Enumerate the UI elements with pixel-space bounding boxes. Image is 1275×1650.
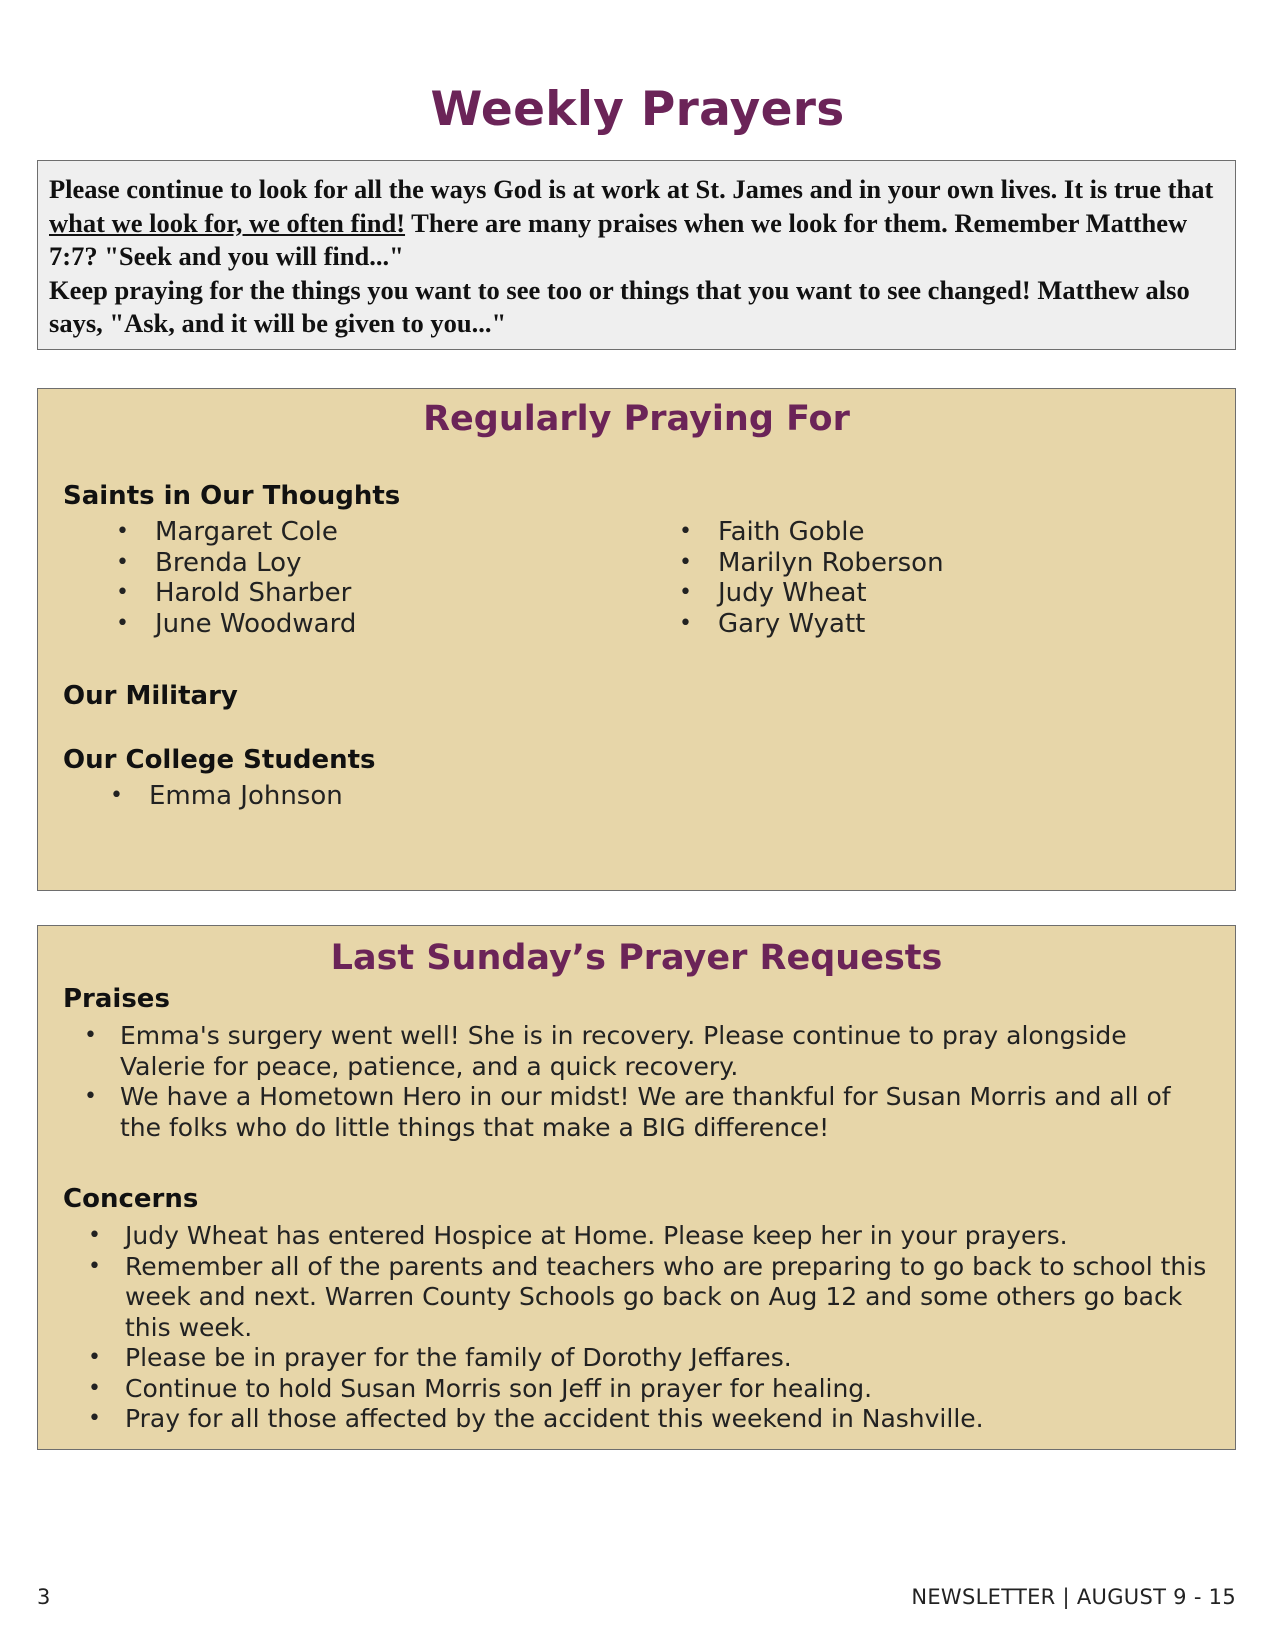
regularly-praying-title: Regularly Praying For: [423, 399, 850, 439]
page-number: 3: [37, 1585, 51, 1609]
praises-heading: Praises: [63, 984, 170, 1014]
list-item: • June Woodward: [116, 609, 356, 640]
intro-paragraph: [49, 173, 1224, 341]
saints-list-left: [116, 517, 356, 639]
prayer-requests-panel: [37, 925, 1236, 1450]
newsletter-footer: NEWSLETTER | AUGUST 9 - 15: [911, 1585, 1236, 1609]
list-item: • Remember all of the parents and teachers who are preparing to go back to school this week and next. Warren County Schools go back on Aug 12 and some others go back this week.: [88, 1252, 1218, 1344]
saints-heading: Saints in Our Thoughts: [63, 481, 401, 511]
list-item: • Marilyn Roberson: [679, 548, 944, 579]
college-students-heading: Our College Students: [63, 745, 376, 775]
praises-list: [84, 1021, 1214, 1143]
regularly-praying-panel: [37, 388, 1236, 891]
list-item: • Judy Wheat has entered Hospice at Home. Please keep her in your prayers.: [88, 1221, 1218, 1252]
list-item: • Pray for all those affected by the accident this weekend in Nashville.: [88, 1404, 1218, 1435]
prayer-requests-title: Last Sunday’s Prayer Requests: [330, 938, 943, 978]
list-item: • Harold Sharber: [116, 578, 356, 609]
military-heading: Our Military: [63, 681, 238, 711]
list-item: • Brenda Loy: [116, 548, 356, 579]
college-students-list: [110, 781, 343, 812]
intro-line-2-end: There are many praises when we look for them. Remember Matthew 7:7? "Seek and you will find...": [49, 207, 1188, 271]
intro-line-2-start: It is true that: [1063, 174, 1214, 204]
list-item: • Gary Wyatt: [679, 609, 944, 640]
concerns-heading: Concerns: [63, 1184, 199, 1214]
list-item: • Emma Johnson: [110, 781, 343, 812]
page-title: Weekly Prayers: [430, 82, 845, 137]
list-item: • Faith Goble: [679, 517, 944, 548]
intro-box: [37, 160, 1236, 350]
list-item: • Please be in prayer for the family of Dorothy Jeffares.: [88, 1343, 1218, 1374]
list-item: • Emma's surgery went well! She is in recovery. Please continue to pray alongside Valerie for peace, patience, and a quick recovery.: [84, 1021, 1214, 1082]
intro-line-3: Keep praying for the things you want to see too or things that you want to see changed! Matthew also says, "Ask, and it will be given to you...": [49, 274, 1190, 338]
list-item: • Judy Wheat: [679, 578, 944, 609]
intro-line-1: Please continue to look for all the ways God is at work at St. James and in your own lives.: [49, 174, 1058, 204]
saints-list-right: [679, 517, 944, 639]
list-item: • We have a Hometown Hero in our midst! We are thankful for Susan Morris and all of the folks who do little things that make a BIG difference!: [84, 1082, 1214, 1143]
intro-underlined-phrase: what we look for, we often find!: [49, 207, 406, 238]
concerns-list: [88, 1221, 1218, 1435]
list-item: • Continue to hold Susan Morris son Jeff in prayer for healing.: [88, 1374, 1218, 1405]
list-item: • Margaret Cole: [116, 517, 356, 548]
